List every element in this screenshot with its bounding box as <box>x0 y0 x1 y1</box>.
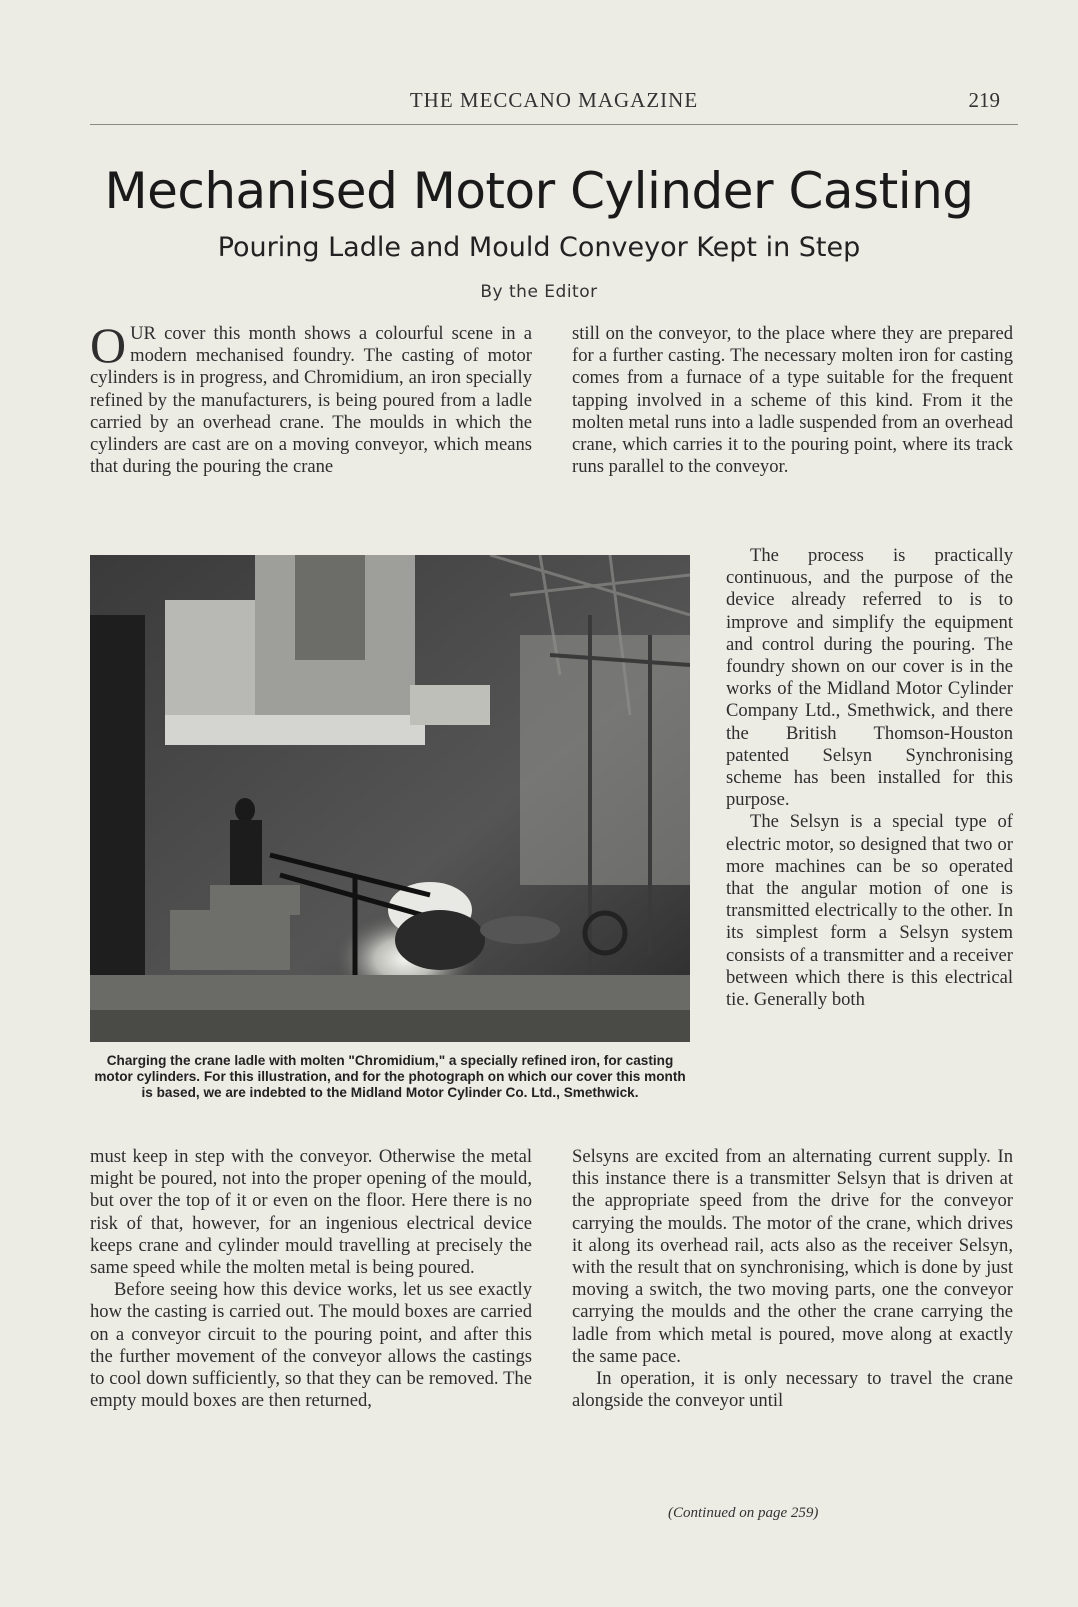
column-2-side <box>726 545 1013 1011</box>
running-head: THE MECCANO MAGAZINE <box>409 88 699 112</box>
page-header <box>90 88 1018 125</box>
column-2-top <box>572 323 1013 478</box>
paragraph: must keep in step with the conveyor. Otherwise the metal might be poured, not into the proper opening of the mould, but over the top of it or even on the floor. Here there is no risk of that, however, for an ingenious electrical device keeps crane and cylinder mould travelling at precisely the same speed while the molten metal is being poured. <box>90 1146 532 1279</box>
article-subtitle: Pouring Ladle and Mould Conveyor Kept in Step <box>217 232 861 263</box>
paragraph: The process is practically continuous, and the purpose of the device already referred to is to improve and simplify the equipment and control during the pouring. The foundry shown on our cover is in the works of the Midland Motor Cylinder Company Ltd., Smethwick, and there the British Thomson-Houston patented Selsyn Synchronising scheme has been installed for this purpose. <box>726 545 1013 811</box>
photo-caption: Charging the crane ladle with molten "Chromidium," a specially refined iron, for casting motor cylinders. For this illustration, and for the photograph on which our cover this month is based, we are indebted to the Midland Motor Cylinder Co. Ltd., Smethwick. <box>94 1053 686 1100</box>
article-title: Mechanised Motor Cylinder Casting <box>104 162 974 220</box>
page-number: 219 <box>968 88 1000 112</box>
continued-note: (Continued on page 259) <box>668 1505 819 1521</box>
byline: By the Editor <box>480 282 598 302</box>
column-2-bottom <box>572 1146 1013 1412</box>
column-1-top <box>90 317 532 478</box>
paragraph: Selsyns are excited from an alternating current supply. In this instance there is a transmitter Selsyn that is driven at the appropriate speed from the drive for the conveyor carrying the moulds. The motor of the crane, which drives it along its overhead rail, acts also as the receiver Selsyn, with the result that on synchronising, which is done by just moving a switch, the two moving parts, one the conveyor carrying the moulds and the other the crane carrying the ladle from which metal is poured, move along at exactly the same pace. <box>572 1146 1013 1367</box>
paragraph: In operation, it is only necessary to travel the crane alongside the conveyor until <box>572 1368 1013 1412</box>
drop-cap: O <box>90 317 127 373</box>
column-1-bottom <box>90 1146 532 1412</box>
paragraph: The Selsyn is a special type of electric motor, so designed that two or more machines can be so operated that the angular motion of one is transmitted electrically to the other. In its simplest form a Selsyn system consists of a transmitter and a receiver between which there is this electrical tie. Generally both <box>726 811 1013 1011</box>
paragraph: still on the conveyor, to the place where they are prepared for a further casting. The necessary molten iron for casting comes from a furnace of a type suitable for the frequent tapping involved in a scheme of this kind. From it the molten metal runs into a ladle suspended from an overhead crane, which carries it to the pouring point, where its track runs parallel to the conveyor. <box>572 323 1013 478</box>
foundry-photo-image <box>90 555 690 1042</box>
paragraph: Before seeing how this device works, let us see exactly how the casting is carried out. The mould boxes are carried on a conveyor circuit to the pouring point, and after this the further movement of the conveyor allows the castings to cool down sufficiently, so that they can be removed. The empty mould boxes are then returned, <box>90 1279 532 1412</box>
foundry-photograph <box>90 555 690 1042</box>
opening-paragraph: OUR cover this month shows a colourful scene in a modern mechanised foundry. The casting of motor cylinders is in progress, and Chromidium, an iron specially refined by the manufacturers, is being poured from a ladle carried by an overhead crane. The moulds in which the cylinders are cast are on a moving conveyor, which means that during the pouring the crane <box>90 317 532 478</box>
